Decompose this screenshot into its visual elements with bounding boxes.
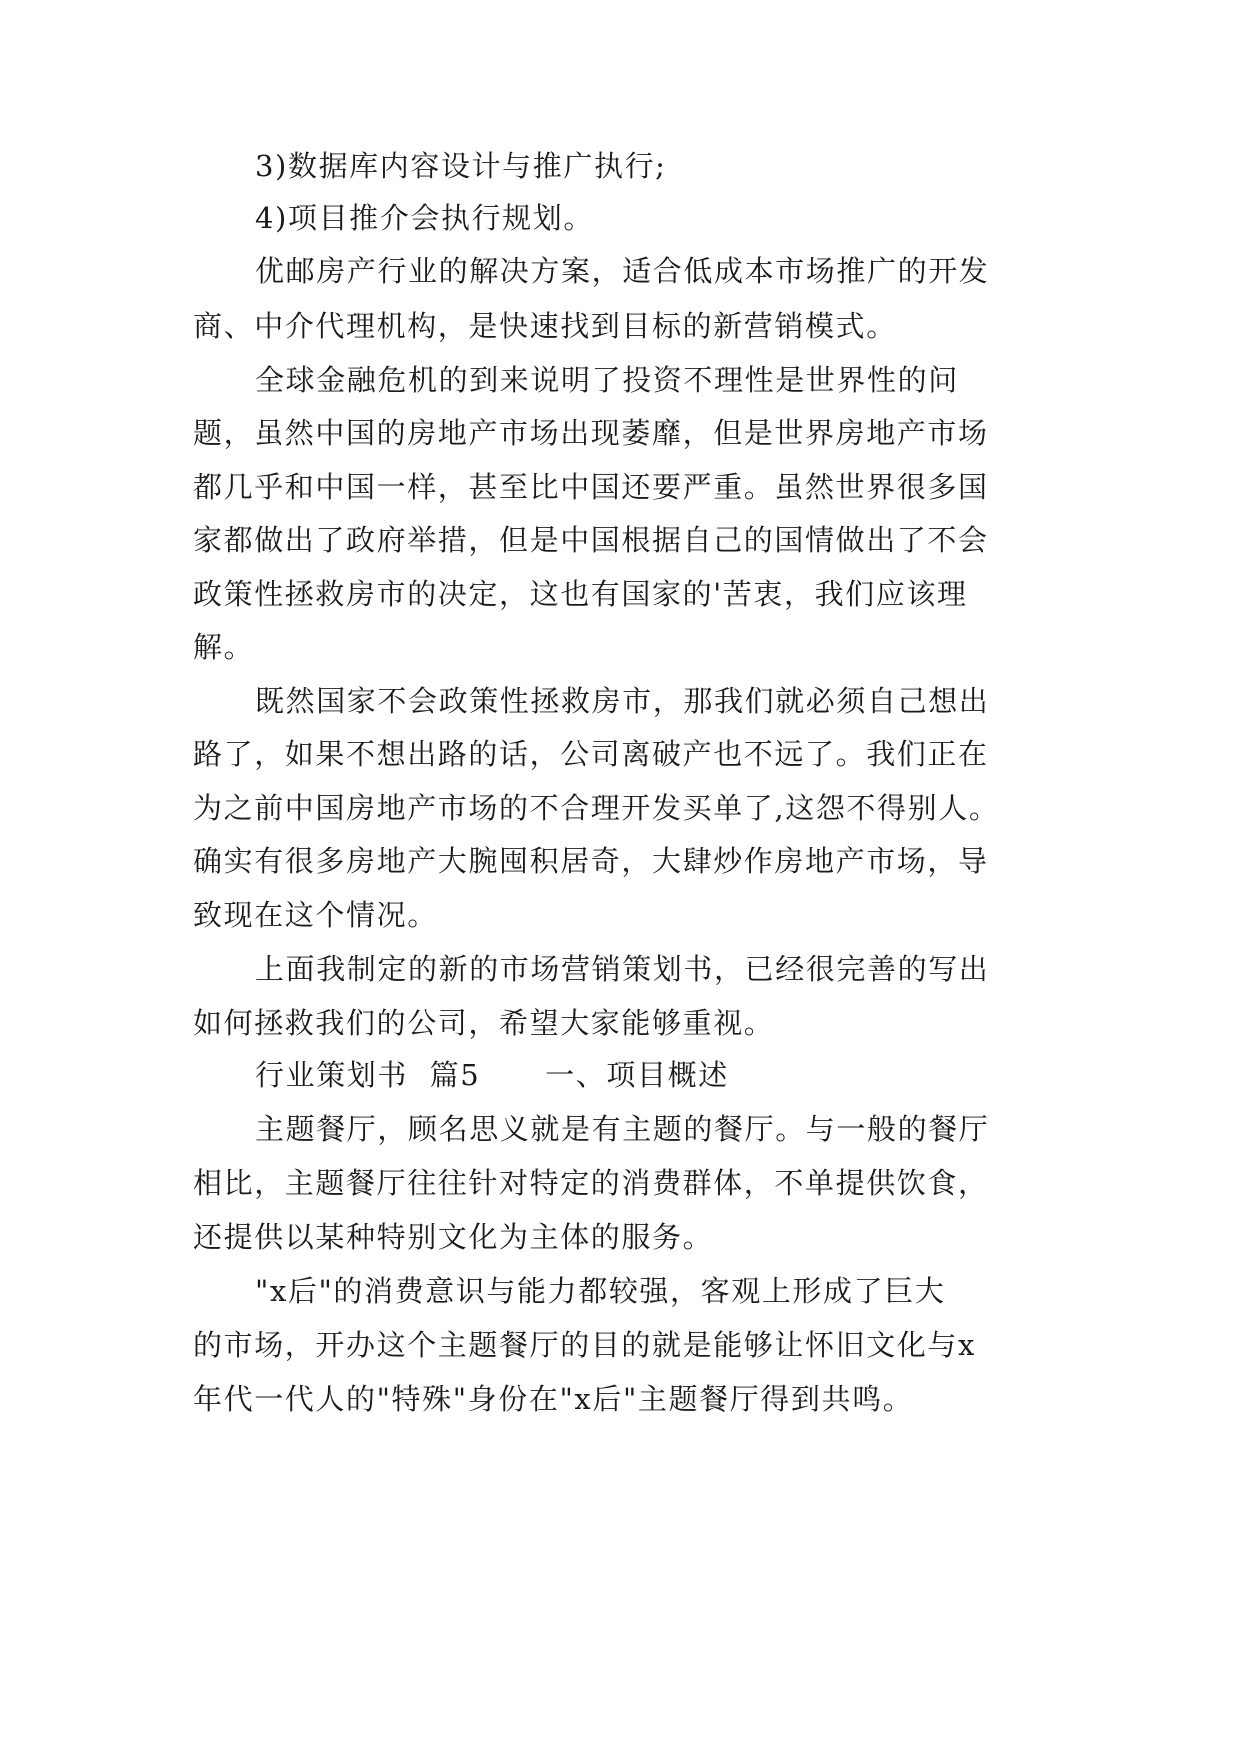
paragraph-line: 致现在这个情况。 — [193, 898, 438, 932]
paragraph-line: 的市场，开办这个主题餐厅的目的就是能够让怀旧文化与x — [193, 1328, 976, 1362]
paragraph-line: 优邮房产行业的解决方案，适合低成本市场推广的开发 — [255, 254, 990, 288]
paragraph-line: "x后"的消费意识与能力都较强，客观上形成了巨大 — [255, 1274, 946, 1308]
section-heading: 行业策划书 篇5 一、项目概述 — [255, 1058, 729, 1092]
paragraph-line: 年代一代人的"特殊"身份在"x后"主题餐厅得到共鸣。 — [193, 1382, 914, 1416]
paragraph-line: 全球金融危机的到来说明了投资不理性是世界性的问 — [255, 363, 959, 397]
paragraph-line: 主题餐厅，顾名思义就是有主题的餐厅。与一般的餐厅 — [255, 1112, 990, 1146]
paragraph-line: 还提供以某种特别文化为主体的服务。 — [193, 1220, 714, 1254]
paragraph-line: 为之前中国房地产市场的不合理开发买单了,这怨不得别人。 — [193, 791, 1000, 825]
paragraph-line: 路了，如果不想出路的话，公司离破产也不远了。我们正在 — [193, 737, 989, 771]
paragraph-line: 都几乎和中国一样，甚至比中国还要严重。虽然世界很多国 — [193, 470, 989, 504]
paragraph-line: 政策性拯救房市的决定，这也有国家的'苦衷，我们应该理 — [193, 577, 968, 611]
paragraph-line: 相比，主题餐厅往往针对特定的消费群体，不单提供饮食， — [193, 1166, 989, 1200]
paragraph-line: 4)项目推介会执行规划。 — [255, 201, 594, 235]
paragraph-line: 确实有很多房地产大腕囤积居奇，大肆炒作房地产市场，导 — [193, 844, 989, 878]
paragraph-line: 商、中介代理机构，是快速找到目标的新营销模式。 — [193, 309, 897, 343]
paragraph-line: 题，虽然中国的房地产市场出现萎靡，但是世界房地产市场 — [193, 416, 989, 450]
paragraph-line: 上面我制定的新的市场营销策划书，已经很完善的写出 — [255, 952, 990, 986]
paragraph-line: 解。 — [193, 630, 255, 664]
paragraph-line: 3)数据库内容设计与推广执行; — [255, 149, 667, 183]
paragraph-line: 如何拯救我们的公司，希望大家能够重视。 — [193, 1006, 775, 1040]
paragraph-line: 既然国家不会政策性拯救房市，那我们就必须自己想出 — [255, 684, 990, 718]
paragraph-line: 家都做出了政府举措，但是中国根据自己的国情做出了不会 — [193, 523, 989, 557]
